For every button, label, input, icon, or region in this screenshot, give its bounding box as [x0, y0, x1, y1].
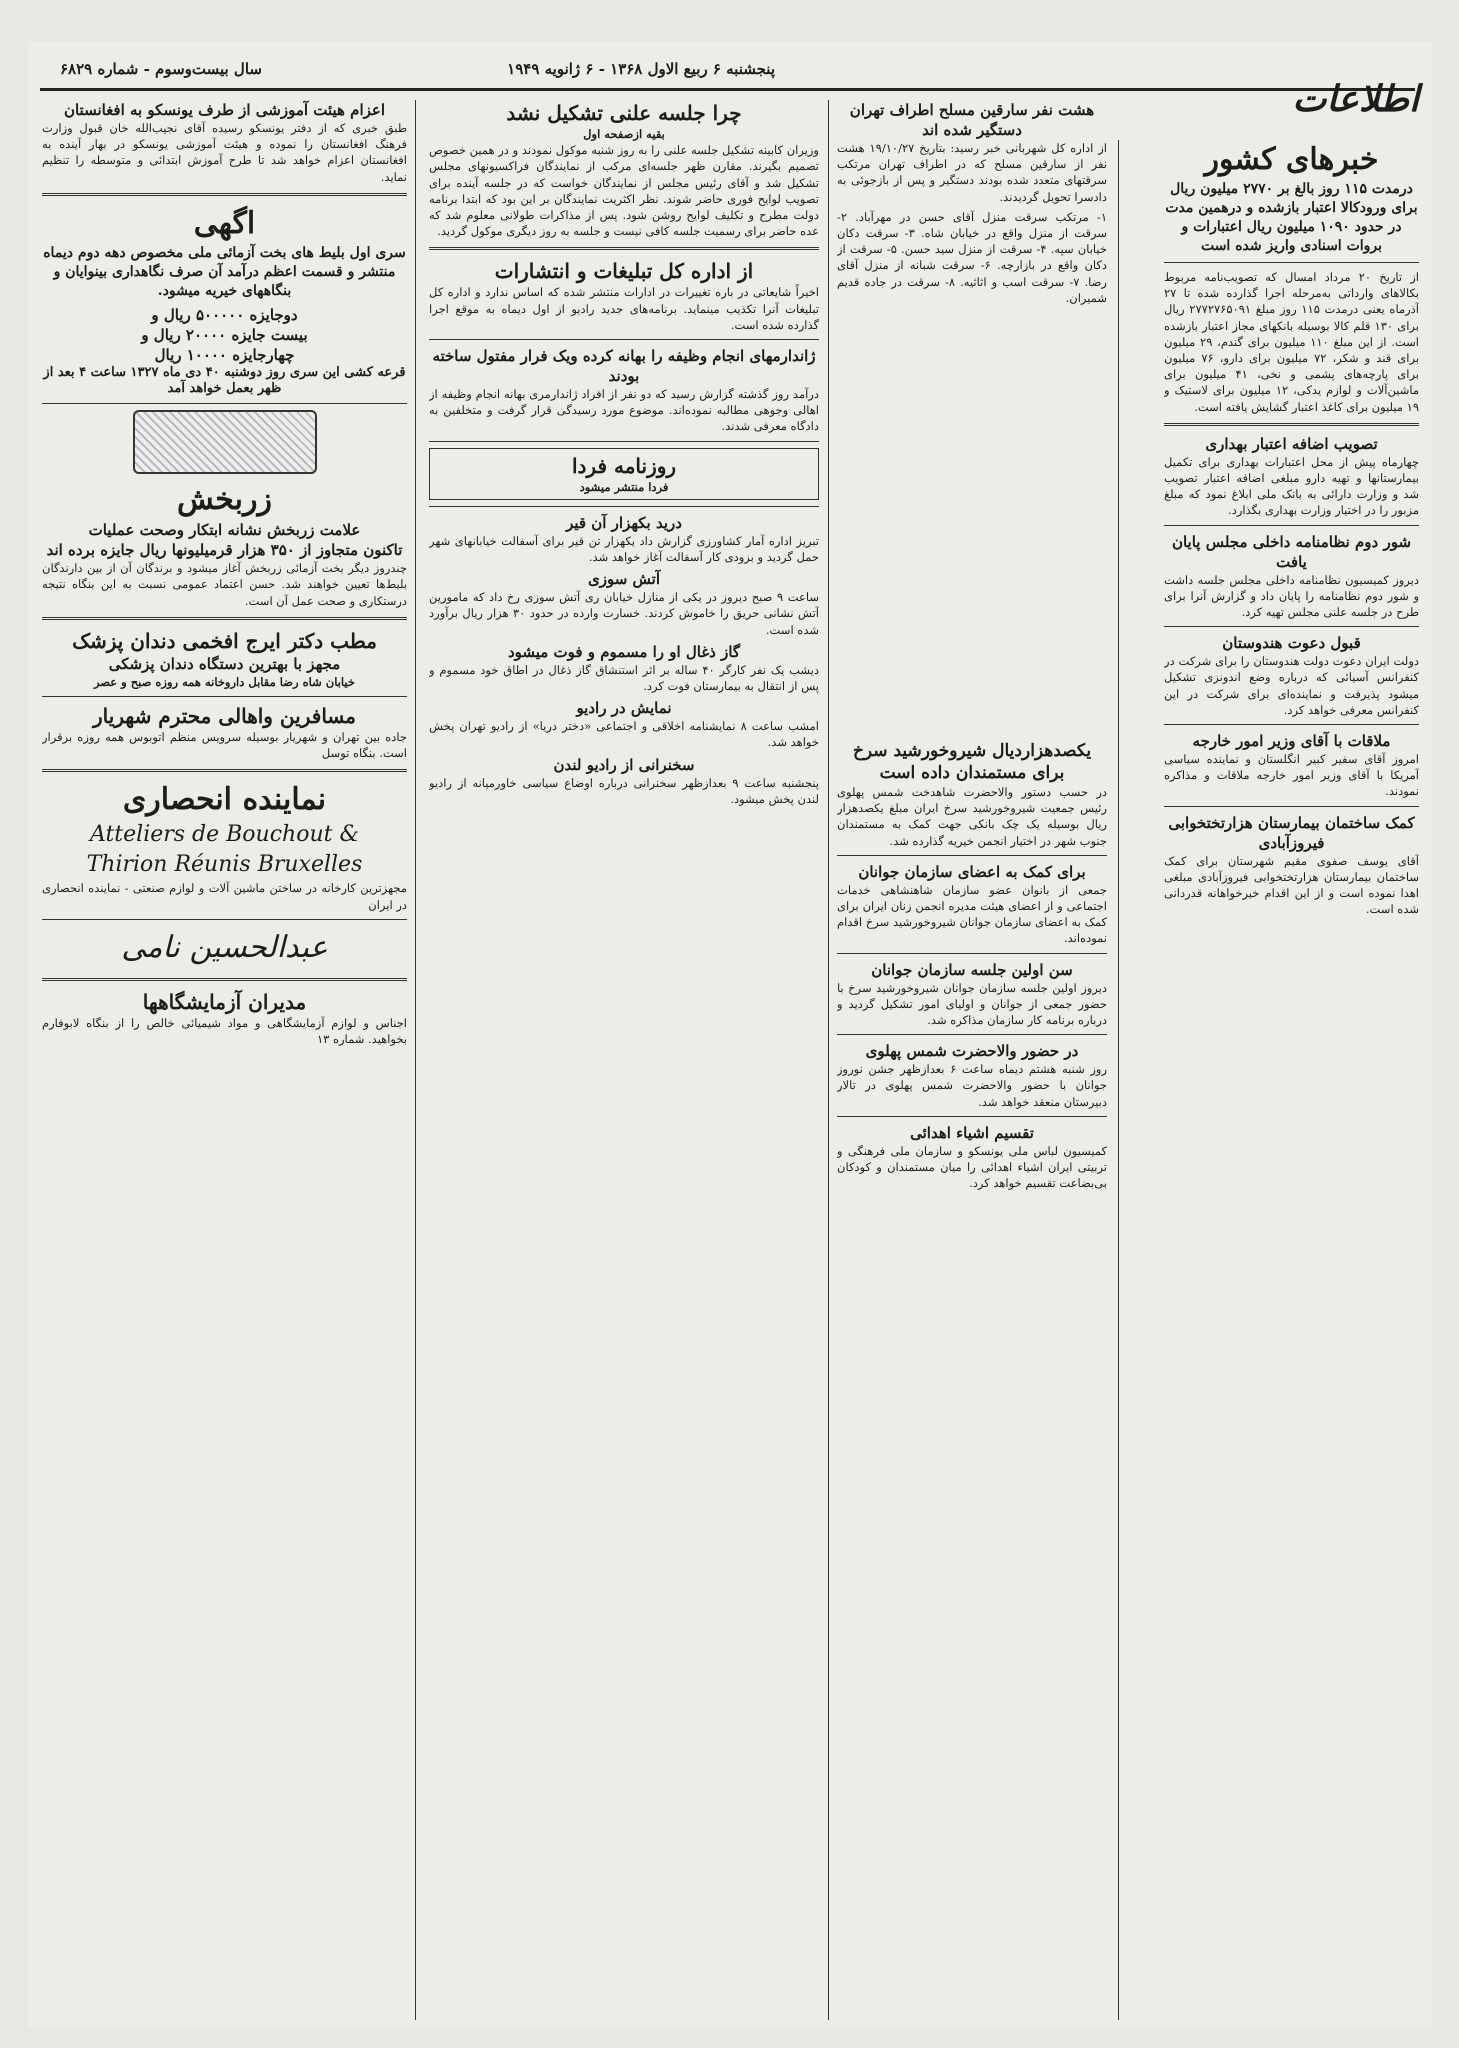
col4-sub3: روزنامه فردا — [571, 453, 677, 478]
column-1 — [1164, 140, 1419, 2020]
col5-body: طبق خبری که از دفتر یونسکو رسیده آقای نجیب‌الله خان قبول وزارت فرهنگ افغانستان را نموده و هیئت آموزشی یونسکو در بهار آینده به افغانستان اعزام خواهد شد تا طرح آموزش ابتدائی و متوسطه را تنظیم نماید. — [42, 121, 407, 184]
col1-sub3-body: دولت ایران دعوت دولت هندوستان را برای شرکت در کنفرانس آسیائی که درباره وضع اندونزی تشکیل میشود پذیرفت و نماینده‌ای برای شرکت در این کنفرانس معرفی خواهد کرد. — [1164, 654, 1419, 717]
col2-sub4-body: کمیسیون لباس ملی یونسکو و سازمان ملی فرهنگی و تربیتی ایران اشیاء اهدائی را میان مستمندان و کودکان بی‌بضاعت تقسیم خواهد کرد. — [837, 1143, 1107, 1191]
col1-sub5: کمک ساختمان بیمارستان هزارتختخوابی فیروزآبادی — [1168, 813, 1415, 852]
column-5 — [42, 100, 407, 2020]
col4-sub1-body: اخیراً شایعاتی در باره تغییرات در ادارات منتشر شده که اساس ندارد و اداره کل تبلیغات آنرا تکذیب مینماید. برنامه‌های جدید رادیو از اول دیماه به موقع اجرا گذارده شده است. — [429, 285, 819, 332]
rule-2 — [828, 100, 829, 2020]
ad4-body: جاده بین تهران و شهریار بوسیله سرویس منظم اتوبوس همه روزه برقرار است. بنگاه توسل — [42, 730, 407, 761]
col1-title: خبرهای کشور — [1204, 142, 1379, 177]
col1-sub4-body: امروز آقای سفیر کبیر انگلستان و نماینده سیاسی آمریکا با آقای وزیر امور خارجه ملاقات و مذاکره نمودند. — [1164, 752, 1419, 799]
ad2-title: زربخش — [177, 482, 272, 518]
ad1-prize2: بیست جایزه ۲۰۰۰۰ ریال و — [141, 325, 308, 344]
col4-sub2: ژاندارمهای انجام وظیفه را بهانه کرده ویک فرار مفتول ساخته بودند — [432, 347, 816, 386]
col2-sub1: برای کمک به اعضای سازمان جوانان — [858, 862, 1086, 881]
col3-sub4: نمایش در رادیو — [576, 699, 672, 718]
header-issue: سال بیست‌وسوم - شماره ۶۸۲۹ — [60, 60, 262, 78]
col1-sub3: قبول دعوت هندوستان — [1222, 634, 1361, 653]
col3-sub4-body: امشب ساعت ۸ نمایشنامه اخلاقی و اجتماعی «دختر دریا» از رادیو تهران پخش خواهد شد. — [429, 719, 819, 750]
ad1-prize1: دوجایزه ۵۰۰۰۰۰ ریال و — [151, 305, 298, 324]
col1-sub2-body: دیروز کمیسیون نظامنامه داخلی مجلس جلسه داشت و شور دوم نظامنامه را پایان داد و گزارش آنرا برای طرح در جلسه علنی مجلس تهیه کرد. — [1164, 572, 1419, 620]
col3-sub2-body: ساعت ۹ صبح دیروز در یکی از منازل خیابان ری آتش سوزی رخ داد که مامورین آتش نشانی حریق را خاموش کردند. خسارت وارده در حدود ۳۰ هزار ریال برآورد شده است. — [429, 590, 819, 637]
ad2-sub: علامت زربخش نشانه ابتکار وصحت عملیات — [88, 521, 361, 540]
col4-subtitle: بقیه ازصفحه اول — [583, 127, 665, 141]
column-3 — [837, 100, 1107, 730]
col4-title: چرا جلسه علنی تشکیل نشد — [506, 101, 742, 125]
masthead-logo: اطلاعات — [1292, 78, 1419, 120]
col4-body: وزیران کابینه تشکیل جلسه علنی را به روز شنبه موکول نمودند و در همین خصوص تصمیم بگیرند. مقارن ظهر جلسه‌ای مرکب از نمایندگان فراکسیونهای مجلس تشکیل شد و آقای رئیس مجلس از نمایندگان خواست که در جلسه آینده برای تصویب لوایح فوری حاضر شوند. نظر اکثریت نمایندگان بر این بود که ابتدا برنامه دولت مطرح و تکلیف لوایح روشن شود. پس از مذاکرات طولانی معلوم شد که عده حاضر برای رسمیت جلسه کافی نیست و جلسه به روز دیگری موکول گردید. — [429, 143, 819, 239]
col2-title: یکصدهزاردیال شیروخورشید سرخ برای مستمندان داده است — [852, 741, 1092, 783]
col2-sub2-body: دیروز اولین جلسه سازمان جوانان شیروخورشید سرخ با حضور جمعی از جوانان و اولیای امور تشکیل گردید و درباره برنامه کار سازمان مذاکره شد. — [837, 980, 1107, 1028]
ad5-title: نماینده انحصاری — [122, 782, 327, 818]
ad6-signature: عبدالحسین نامی — [121, 929, 328, 965]
col3-body: از اداره کل شهربانی خبر رسید: بتاریخ ۱۹/۱۰/۲۷ هشت نفر از سارقین مسلح که در اطراف تهران مرتکب سرقتهای متعدد شده بودند دستگیر و پس از بازجوئی به دادسرا تحویل گردیدند. — [837, 141, 1107, 204]
ad4-title: مسافرین واهالی محترم شهریار — [93, 704, 356, 729]
ad5-latin1: Atteliers de Bouchout & — [89, 822, 360, 848]
rule-1 — [1118, 140, 1119, 2020]
col1-sub1: تصویب اضافه اعتبار بهداری — [1205, 434, 1378, 453]
zarbakhsh-logo-icon — [133, 410, 317, 474]
col4-sub1: از اداره کل تبلیغات و انتشارات — [494, 259, 754, 284]
col3-title: هشت نفر سارقین مسلح اطراف تهران دستگیر شده اند — [849, 101, 1095, 139]
col1-lead: درمدت ۱۱۵ روز بالغ بر ۲۷۷۰ میلیون ریال برای ورودکالا اعتبار بازشده و درهمین مدت در حدود ۱۰۹۰ میلیون ریال اعتبارات و بروات اسنادی واریز شده است — [1165, 181, 1418, 254]
ad7-body: اجناس و لوازم آزمایشگاهی و مواد شیمیائی خالص را از بنگاه لابوفارم بخواهید. شماره ۱۳ — [42, 1015, 407, 1047]
col4-sub2-body: درآمد روز گذشته گزارش رسید که دو نفر از افراد ژاندارمری بهانه انجام وظیفه از اهالی وجوهی مطالبه نموده‌اند. موضوع مورد رسیدگی قرار گرفت و متخلفین به دادگاه معرفی شدند. — [429, 387, 819, 434]
col2-sub3-body: روز شنبه هشتم دیماه ساعت ۶ بعدازظهر جشن نوروز جوانان با حضور والاحضرت شمس پهلوی در تالار دبیرستان منعقد خواهد شد. — [837, 1062, 1107, 1109]
col2-sub4: تقسیم اشیاء اهدائی — [910, 1123, 1034, 1142]
col5-title: اعزام هیئت آموزشی از طرف یونسکو به افغانستان — [63, 101, 386, 119]
column-2 — [837, 740, 1107, 2020]
col3-sub5-body: پنجشنبه ساعت ۹ بعدازظهر سخنرانی درباره اوضاع سیاسی خاورمیانه از رادیو لندن پخش میشود. — [429, 775, 819, 806]
col3-list: ۱- مرتکب سرقت منزل آقای حسن در مهرآباد. ۲- سرقت از منزل واقع در خیابان شاه. ۳- سرقت دکان خیابان سپه. ۴- سرقت از منزل سید حسن. ۵- سرقت از دکان واقع در بازارچه. ۶- سرقت شبانه از منزل آقای رضا. ۷- سرقت اسب و اثاثیه. ۸- سرقت در جاده قدیم شمیران. — [837, 209, 1107, 305]
col4-sub3-body: فردا منتشر میشود — [579, 479, 669, 494]
col3-sub1-body: تبریز اداره آمار کشاورزی گزارش داد یکهزار تن قیر برای آسفالت خیابانهای شهر حمل گردید و بزودی کار آسفالت آغاز خواهد شد. — [429, 533, 819, 565]
col3-sub2: آتش سوزی — [588, 570, 660, 589]
ad5-latin2: Thirion Réunis Bruxelles — [86, 852, 363, 878]
col1-sub5-body: آقای یوسف صفوی مقیم شهرستان برای کمک ساختمان بیمارستان هزارتختخوابی فیروزآبادی مبلغی اهدا نموده است و از این اقدام خیرخواهانه قدردانی شده است. — [1164, 853, 1419, 917]
col3-sub1: درید بکهزار آن قیر — [566, 513, 682, 532]
ad3-sub: مجهز با بهترین دستگاه دندان پزشکی — [108, 654, 341, 673]
header-date: پنجشنبه ۶ ربیع الاول ۱۳۶۸ - ۶ ژانویه ۱۹۴۹ — [507, 60, 775, 78]
ad3-foot: خیابان شاه رضا مقابل داروخانه همه روزه صبح و عصر — [93, 674, 355, 689]
ad2-body: تاکنون متجاوز از ۳۵۰ هزار قرمیلیونها ریال جایزه برده اند — [46, 541, 403, 560]
ad3-title: مطب دکتر ایرج افخمی دندان پزشک — [72, 628, 377, 653]
col1-sub1-body: چهارماه پیش از محل اعتبارات بهداری برای تکمیل بیمارستانها و تهیه دارو مبلغی اضافه اعتبار تصویب شد و وزارت دارائی به بانک ملی ابلاغ نمود که مبلغ مزبور را در اختیار وزارت بهداری بگذارد. — [1164, 454, 1419, 518]
col2-sub1-body: جمعی از بانوان عضو سازمان شاهنشاهی خدمات اجتماعی و از اعضای هیئت مدیره انجمن زنان ایران برای کمک به اعضای سازمان جوانان شیروخورشید سرخ اقدام نموده‌اند. — [837, 882, 1107, 946]
ad7-title: مدیران آزمایشگاهها — [142, 989, 307, 1014]
col1-sub4: ملاقات با آقای وزیر امور خارجه — [1192, 732, 1391, 751]
col2-body: در حسب دستور والاحضرت شاهدخت شمس پهلوی رئیس جمعیت شیروخورشید سرخ ایران مبلغ یکصدهزار ریال بوسیله یک چک بانکی جهت کمک به مستمندان جنوب شهر در اختیار انجمن خیریه گذارده شد. — [837, 785, 1107, 848]
col3-sub3-body: دیشب یک نفر کارگر ۴۰ ساله بر اثر استنشاق گاز ذغال در اطاق خود مسموم و پس از انتقال به بیمارستان فوت کرد. — [429, 662, 819, 694]
ad2-text: چندروز دیگر بخت آزمائی زربخش آغاز میشود و برندگان آن از بین دارندگان بلیط‌ها تعیین خواهند شد. حسن اعتماد عمومی نسبت به این بنگاه نتیجه درستکاری و صحت عمل آن است. — [42, 561, 407, 608]
ad1-body: سری اول بلیط های بخت آزمائی ملی مخصوص دهه دوم دیماه منتشر و قسمت اعظم درآمد آن صرف نگاهداری بینوایان و بنگاههای خیریه میشود. — [43, 244, 406, 299]
col1-sub2: شور دوم نظامنامه داخلی مجلس پایان یافت — [1171, 532, 1412, 571]
column-4 — [429, 100, 819, 2020]
col2-sub2: سن اولین جلسه سازمان جوانان — [871, 960, 1073, 979]
ad5-body: مجهزترین کارخانه در ساختن ماشین آلات و لوازم صنعتی - نماینده انحصاری در ایران — [42, 881, 407, 912]
col2-sub3: در حضور والاحضرت شمس پهلوی — [865, 1042, 1079, 1061]
ad1-foot: قرعه کشی این سری روز دوشنبه ۴۰ دی ماه ۱۳۲۷ ساعت ۴ بعد از ظهر بعمل خواهد آمد — [43, 364, 406, 397]
col1-body: از تاریخ ۲۰ مرداد امسال که تصویب‌نامه مربوط بکالاهای وارداتی به‌مرحله اجرا گذارده شده تا ۲۷ آذرماه یعنی درمدت ۱۱۵ روز مبلغ ۲۷۷۲۷۶۵۰۹۱ ریال برای ۱۳۰ قلم کالا بوسیله بانکهای مجاز اعتبار بازشده است. از این مبلغ ۱۱۰ میلیون برای گندم، ۲۹ میلیون برای قند و شکر، ۷۲ میلیون برای دارو، ۷۶ میلیون برای پارچه‌های پشمی و نخی، ۴۱ میلیون برای ماشین‌آلات و لوازم یدکی، ۱۲ میلیون برای لاستیک و ۱۹ میلیون برای کاغذ اعتبار گشایش یافته است. — [1164, 270, 1419, 414]
col3-sub5: سخنرانی از رادیو لندن — [553, 755, 695, 774]
ad1-title: اگهی — [193, 205, 256, 241]
ad1-prize3: چهارجایزه ۱۰۰۰۰ ریال — [154, 345, 295, 364]
col3-sub3: گاز ذغال او را مسموم و فوت میشود — [507, 642, 741, 661]
rule-3 — [415, 100, 416, 2020]
